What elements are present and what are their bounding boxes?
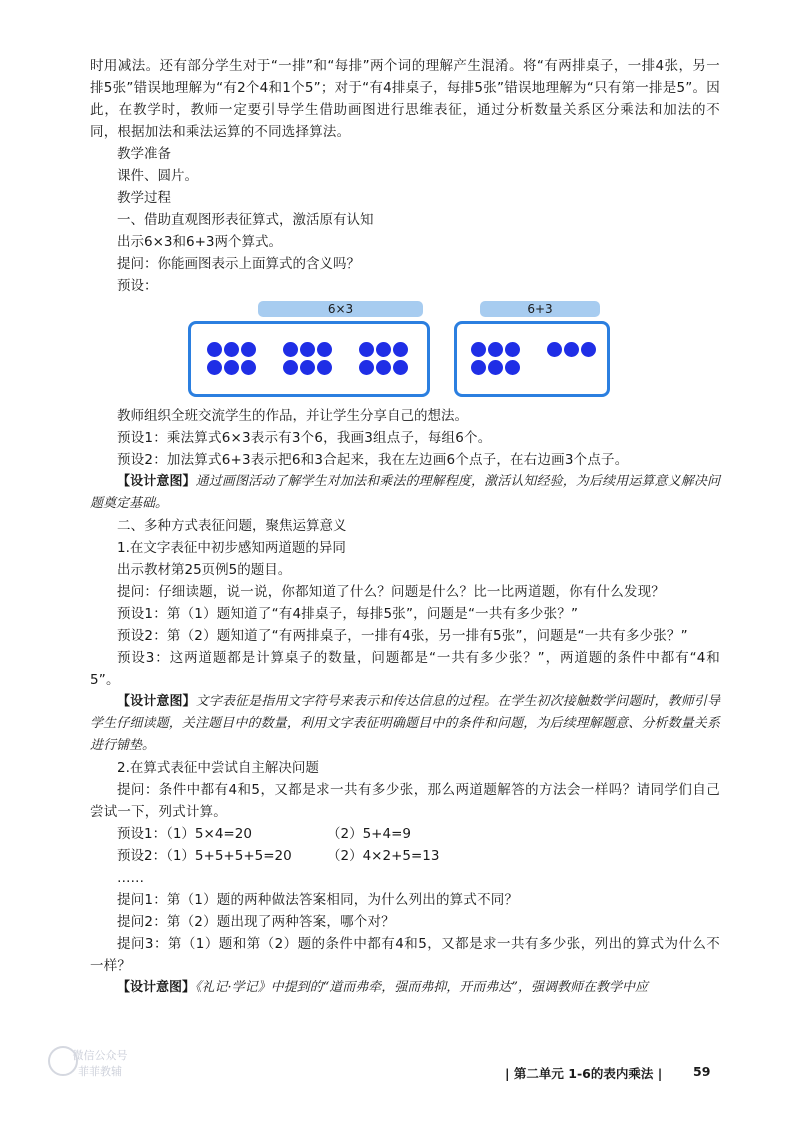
dot: [488, 342, 503, 357]
part2-title: 二、多种方式表征问题，聚焦运算意义: [117, 518, 347, 534]
dot: [300, 360, 315, 375]
dot: [505, 360, 520, 375]
multiplication-label: 6×3: [258, 301, 423, 317]
dot: [376, 360, 391, 375]
design-tag: 【设计意图】: [117, 980, 196, 995]
sub1-preset-3: 预设3：这两道题都是计算桌子的数量，问题都是“一共有多少张？”，两道题的条件中都有“4和5”。: [90, 650, 720, 688]
calc-row-1: [90, 823, 720, 845]
dot: [471, 360, 486, 375]
addition-panel: [454, 321, 610, 397]
dot: [207, 360, 222, 375]
sub1-show: 出示教材第25页例5的题目。: [117, 562, 292, 578]
dot: [283, 360, 298, 375]
dot: [224, 360, 239, 375]
dot-figure: [90, 301, 720, 401]
part1-title: 一、借助直观图形表征算式，激活原有认知: [117, 212, 374, 228]
sub1-preset-2: 预设2：第（2）题知道了“有两排桌子，一排有4张，另一排有5张”，问题是“一共有多少张？”: [117, 628, 688, 644]
sub1-title: 1.在文字表征中初步感知两道题的异同: [117, 540, 346, 556]
dot: [207, 342, 222, 357]
sub1-preset-1: 预设1：第（1）题知道了“有4排桌子，每排5张”，问题是“一共有多少张？”: [117, 606, 579, 622]
sub2-title: 2.在算式表征中尝试自主解决问题: [117, 760, 319, 776]
part1-question: 提问：你能画图表示上面算式的含义吗？: [117, 256, 360, 272]
design-tag: 【设计意图】: [117, 474, 196, 489]
dot: [488, 360, 503, 375]
design-text: 通过画图活动了解学生对加法和乘法的理解程度，激活认知经验，为后续用运算意义解决问题奠定基础。: [90, 474, 720, 511]
design-intent-3: [90, 977, 720, 999]
prep-items: 课件、圆片。: [117, 168, 198, 184]
dot: [241, 342, 256, 357]
dot: [283, 342, 298, 357]
dot: [393, 342, 408, 357]
question-2: 提问2：第（2）题出现了两种答案，哪个对？: [117, 914, 395, 930]
footer-section-title: | 第二单元 1-6的表内乘法 |: [505, 1066, 663, 1081]
design-text: 《礼记·学记》中提到的“道而弗牵，强而弗抑，开而弗达”，强调教师在教学中应: [195, 980, 648, 995]
design-text: 文字表征是指用文字符号来表示和传达信息的过程。在学生初次接触数学问题时，教师引导学生仔细读题，关注题目中的数量，利用文字表征明确题目中的条件和问题，为后续理解题意、分析数量关系进行铺垫。: [90, 694, 720, 753]
calc-row-2: [90, 845, 720, 867]
dot: [359, 360, 374, 375]
after-figure-text: 教师组织全班交流学生的作品，并让学生分享自己的想法。: [117, 408, 468, 424]
sub2-question: 提问：条件中都有4和5，又都是求一共有多少张，那么两道题解答的方法会一样吗？请同学们自己尝试一下，列式计算。: [90, 782, 720, 820]
dot: [581, 342, 596, 357]
calc-1b: （2）5+4=9: [327, 826, 411, 842]
dot: [376, 342, 391, 357]
calc-2a: 预设2：（1）5+5+5+5=20: [117, 848, 292, 864]
dot: [224, 342, 239, 357]
page-number: 59: [693, 1064, 711, 1079]
design-tag: 【设计意图】: [117, 694, 196, 709]
question-1: 提问1：第（1）题的两种做法答案相同，为什么列出的算式不同？: [117, 892, 519, 908]
calc-1a: 预设1：（1）5×4=20: [117, 826, 252, 842]
dot: [393, 360, 408, 375]
part1-show: 出示6×3和6+3两个算式。: [117, 234, 282, 250]
multiplication-panel: [188, 321, 430, 397]
dot: [359, 342, 374, 357]
dot: [564, 342, 579, 357]
question-3: 提问3：第（1）题和第（2）题的条件中都有4和5，又都是求一共有多少张，列出的算式为什么不一样？: [90, 936, 720, 974]
watermark-line-1: 微信公众号: [72, 1049, 128, 1062]
intro-paragraph: 时用减法。还有部分学生对于“一排”和“每排”两个词的理解产生混淆。将“有两排桌子，一排4张，另一排5张”错误地理解为“有2个4和1个5”；对于“有4排桌子，每排5张”错误地理解为“只有第一排是5”。因此，在教学时，教师一定要引导学生借助画图进行思维表征，通过分析数量关系区分乘法和加法的不同，根据加法和乘法运算的不同选择算法。: [90, 58, 720, 140]
design-intent-1: [90, 471, 720, 515]
sub1-question: 提问：仔细读题，说一说，你都知道了什么？问题是什么？比一比两道题，你有什么发现？: [117, 584, 665, 600]
process-title: 教学过程: [117, 190, 171, 206]
dot: [317, 342, 332, 357]
design-intent-2: [90, 691, 720, 757]
dot: [547, 342, 562, 357]
prep-title: 教学准备: [117, 146, 171, 162]
part1-preset: 预设：: [117, 278, 158, 294]
calc-2b: （2）4×2+5=13: [327, 848, 440, 864]
watermark-line-2: 菲菲教辅: [78, 1065, 122, 1078]
addition-label: 6+3: [480, 301, 600, 317]
page-body: [90, 55, 720, 999]
dot: [317, 360, 332, 375]
page-footer: [0, 1064, 800, 1084]
dot: [471, 342, 486, 357]
preset-2: 预设2：加法算式6+3表示把6和3合起来，我在左边画6个点子，在右边画3个点子。: [117, 452, 629, 468]
dot: [241, 360, 256, 375]
dot: [505, 342, 520, 357]
ellipsis: ……: [117, 870, 144, 886]
dot: [300, 342, 315, 357]
preset-1: 预设1：乘法算式6×3表示有3个6，我画3组点子，每组6个。: [117, 430, 492, 446]
